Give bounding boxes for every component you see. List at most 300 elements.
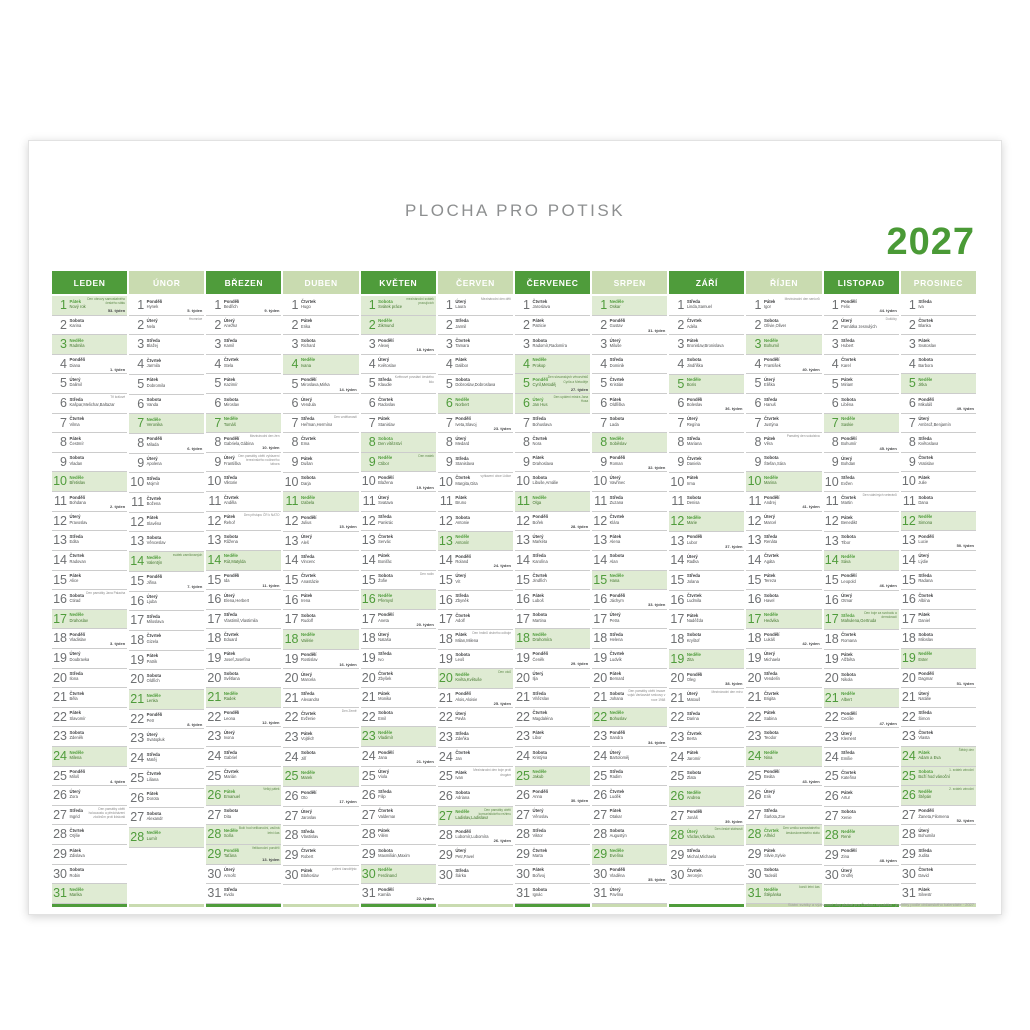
day-cell — [438, 866, 513, 886]
day-number: 1 — [908, 298, 916, 312]
name-day: Libuše,Amálie — [532, 480, 559, 486]
day-text — [761, 747, 778, 766]
day-text — [298, 610, 315, 629]
name-day: Lýdie — [918, 558, 929, 564]
day-cell — [129, 532, 204, 552]
day-cell — [52, 747, 127, 767]
weekday-name: Neděle — [455, 671, 470, 677]
day-cell — [824, 866, 899, 886]
day-number: 28 — [516, 827, 530, 842]
day-cell — [901, 355, 976, 375]
name-day: Regína — [686, 421, 701, 427]
day-cell — [206, 551, 281, 571]
weekday-name: Sobota — [378, 435, 393, 441]
week-number-label: 41. týden — [802, 504, 820, 510]
day-cell — [438, 453, 513, 473]
weekday-name: Čtvrtek — [300, 710, 316, 716]
name-day: Judita — [918, 852, 930, 858]
weekday-name: Neděle — [378, 592, 393, 598]
name-day: Pankrác — [378, 519, 394, 525]
day-cell — [515, 414, 590, 434]
day-cell — [283, 689, 358, 709]
day-cell — [901, 374, 976, 394]
print-area-title: PLOCHA PRO POTISK — [404, 201, 626, 220]
weekday-name: Pondělí — [532, 651, 549, 657]
day-text — [144, 454, 162, 473]
day-number: 6 — [754, 396, 762, 411]
name-day: Svatava — [378, 499, 393, 505]
name-day: Daniel — [918, 617, 930, 623]
weekday-name: Středa — [918, 435, 932, 441]
day-text — [839, 375, 854, 394]
significant-day-note: Mezinárodní den míru — [711, 689, 743, 694]
name-day: Oto — [300, 794, 308, 800]
weekday-name: Středa — [609, 494, 624, 500]
day-text — [376, 610, 394, 629]
day-text — [607, 355, 624, 374]
day-cell — [824, 689, 899, 709]
day-number: 13 — [901, 533, 916, 548]
name-day: Mojmír — [146, 481, 160, 487]
day-text — [144, 493, 161, 512]
weekday-name: Úterý — [69, 514, 81, 520]
day-cell — [515, 394, 590, 414]
name-day: Ida — [223, 578, 230, 584]
day-cell — [515, 296, 590, 316]
day-number: 18 — [670, 631, 685, 646]
day-number: 14 — [207, 552, 222, 567]
name-day: Ilja — [532, 676, 538, 682]
day-cell — [129, 769, 204, 789]
empty-cell — [669, 885, 744, 904]
weekday-name: Pondělí — [918, 671, 934, 677]
weekday-name: Čtvrtek — [223, 631, 239, 637]
name-day: Otakar — [609, 813, 622, 819]
day-text — [530, 453, 553, 472]
day-number: 2 — [60, 317, 67, 332]
weekday-name: Sobota — [918, 494, 933, 500]
day-text — [684, 296, 712, 315]
weekday-name: Pátek — [609, 671, 622, 677]
day-number: 10 — [747, 474, 762, 489]
weekday-name: Sobota — [686, 632, 702, 638]
name-day: Nora — [532, 441, 542, 447]
weekday-name: Středa — [532, 690, 546, 696]
day-number: 8 — [137, 435, 145, 450]
day-text — [916, 884, 932, 903]
day-cell — [901, 492, 976, 512]
name-day: Žofie — [378, 578, 388, 584]
weekday-name: Středa — [146, 475, 161, 481]
name-day: Vladěna — [609, 872, 625, 878]
day-text — [453, 512, 470, 531]
weekday-name: Středa — [841, 612, 855, 618]
week-number-label: 52. týden — [956, 817, 974, 823]
weekday-name: Sobota — [69, 592, 85, 598]
day-cell — [746, 708, 821, 728]
day-text — [298, 512, 316, 531]
day-cell — [901, 335, 976, 355]
name-day: Karina — [69, 323, 82, 329]
day-text — [144, 808, 163, 827]
name-day: Vladan — [69, 460, 83, 466]
name-day: Mikuláš — [918, 401, 933, 407]
day-cell — [438, 728, 513, 748]
weekday-name: Neděle — [69, 612, 84, 618]
weekday-name: Pátek — [532, 455, 544, 461]
day-number: 19 — [284, 651, 299, 666]
day-number: 18 — [438, 631, 453, 646]
day-text — [607, 492, 623, 511]
name-day: Květoslav — [378, 362, 396, 368]
day-number: 15 — [438, 572, 453, 587]
day-number: 8 — [677, 435, 685, 450]
day-number: 12 — [361, 513, 376, 528]
day-text — [607, 884, 623, 903]
weekday-name: Pátek — [146, 653, 159, 659]
day-number: 30 — [361, 866, 376, 881]
day-number: 13 — [593, 533, 608, 548]
day-number: 29 — [438, 847, 453, 862]
day-text — [376, 845, 410, 864]
name-day: Štěpánka — [763, 892, 782, 898]
day-cell — [283, 728, 358, 748]
day-text — [684, 512, 701, 531]
name-day: Vít — [455, 578, 461, 584]
weekday-name: Pátek — [686, 337, 699, 343]
day-number: 21 — [207, 690, 222, 705]
weekday-name: Pátek — [455, 494, 467, 500]
day-number: 7 — [523, 415, 530, 430]
day-text — [684, 767, 701, 786]
day-text — [144, 749, 160, 768]
day-text — [67, 669, 83, 688]
day-text — [916, 414, 951, 433]
day-cell — [206, 355, 281, 375]
day-cell — [438, 551, 513, 571]
day-number: 27 — [207, 807, 222, 822]
day-number: 17 — [516, 611, 530, 626]
day-cell — [283, 767, 358, 787]
name-day: Kryštof — [686, 637, 700, 643]
weekday-name: Čtvrtek — [146, 771, 162, 777]
day-number: 3 — [677, 337, 685, 352]
name-day: Kristýna — [532, 754, 548, 760]
name-day: Gustav — [609, 323, 623, 329]
weekday-name: Pondělí — [841, 435, 857, 441]
day-number: 12 — [670, 514, 685, 529]
name-day: Viola — [378, 774, 388, 780]
weekday-name: Úterý — [378, 769, 390, 775]
day-text — [144, 651, 158, 670]
day-text — [453, 728, 469, 747]
day-number: 4 — [60, 356, 67, 371]
day-cell — [361, 590, 436, 610]
day-text — [684, 414, 700, 433]
day-cell — [361, 747, 436, 767]
name-day: Hedvika — [763, 617, 779, 623]
day-text — [453, 316, 469, 335]
day-number: 27 — [670, 808, 685, 823]
day-cell — [746, 296, 821, 316]
day-text — [144, 611, 164, 630]
month-header: ČERVENEC — [515, 271, 590, 294]
name-day: Matouš — [686, 696, 701, 702]
name-day: Kateřina — [841, 775, 857, 781]
name-day: Milada — [146, 441, 159, 447]
day-cell — [129, 631, 204, 651]
day-number: 30 — [670, 867, 685, 882]
day-text — [839, 355, 856, 374]
weekday-name: Pátek — [918, 337, 930, 343]
month-column-6 — [438, 271, 513, 907]
day-number: 20 — [361, 670, 376, 685]
significant-day-note: Den hrdinů druhého odboje — [472, 630, 511, 635]
day-number: 22 — [130, 711, 145, 726]
day-text — [376, 865, 397, 884]
weekday-name: Čtvrtek — [146, 357, 162, 363]
day-number: 21 — [593, 690, 608, 705]
month-column-10 — [746, 271, 821, 907]
day-number: 23 — [53, 729, 67, 744]
name-day: Zbyšek — [378, 676, 392, 682]
day-cell — [669, 787, 744, 807]
day-text — [761, 590, 778, 609]
day-text — [684, 591, 701, 610]
name-day: Darina — [686, 716, 699, 722]
weekday-name: Čtvrtek — [69, 690, 85, 696]
name-day: Gizela — [146, 638, 159, 644]
day-cell — [669, 767, 744, 787]
day-number: 8 — [831, 435, 839, 450]
day-cell — [52, 571, 127, 591]
weekday-name: Sobota — [918, 769, 933, 775]
day-text — [684, 866, 702, 885]
day-text — [607, 551, 624, 570]
day-text — [453, 394, 470, 413]
weekday-name: Úterý — [300, 396, 312, 402]
day-number: 11 — [285, 494, 299, 509]
weekday-name: Čtvrtek — [146, 633, 162, 639]
name-day: Světlana — [223, 676, 240, 682]
month-column-9 — [669, 271, 744, 907]
day-cell — [361, 316, 436, 336]
day-text — [607, 296, 624, 315]
day-number: 6 — [291, 396, 299, 411]
day-cell — [824, 728, 899, 748]
weekday-name: Pátek — [918, 612, 930, 618]
weekday-name: Úterý — [223, 455, 235, 461]
day-number: 1 — [291, 298, 299, 312]
weekday-name: Pondělí — [763, 357, 780, 363]
day-cell — [515, 825, 590, 845]
weekday-name: Pondělí — [918, 808, 934, 814]
name-day: Lucie — [918, 539, 929, 545]
day-text — [67, 571, 81, 590]
day-cell — [206, 767, 281, 787]
week-number-label: 6. týden — [187, 446, 203, 452]
name-day: Alexandra — [300, 696, 320, 702]
day-number: 18 — [824, 631, 839, 646]
day-cell — [901, 708, 976, 728]
day-number: 1 — [137, 298, 145, 312]
day-number: 27 — [284, 808, 299, 823]
day-text — [761, 571, 776, 590]
weekday-name: Čtvrtek — [918, 318, 934, 324]
name-day: Jitka — [918, 382, 927, 388]
day-cell — [206, 512, 281, 532]
day-number: 4 — [831, 356, 839, 371]
significant-day-note: Den památky obětí vyhlazení terezínského rodinného tábora — [238, 453, 280, 467]
day-cell — [592, 453, 667, 473]
name-day: Miloslav — [918, 637, 934, 643]
name-day: Alexej — [378, 343, 390, 349]
significant-day-note: 1. svátek vánoční — [949, 767, 974, 772]
name-day: Evženie — [300, 716, 316, 722]
name-day: Rudolf — [300, 618, 313, 624]
name-day: Kvido — [223, 892, 235, 898]
name-day: Bohuslava — [532, 421, 552, 427]
weekday-name: Čtvrtek — [763, 827, 779, 833]
day-text — [67, 747, 84, 766]
empty-cell — [438, 885, 513, 904]
week-number-label: 31. týden — [647, 327, 666, 333]
name-day: Gabriela,Gábina — [223, 441, 254, 447]
day-number: 12 — [824, 514, 839, 529]
weekday-name: Pondělí — [223, 435, 240, 441]
day-text — [67, 472, 85, 491]
day-cell — [361, 551, 436, 571]
day-number: 4 — [600, 356, 608, 371]
day-number: 24 — [824, 749, 839, 764]
day-text — [839, 846, 857, 865]
week-number-label: 38. týden — [725, 681, 743, 687]
day-number: 26 — [747, 788, 762, 803]
name-day: Patricie — [532, 323, 547, 329]
day-cell — [515, 355, 590, 375]
day-text — [67, 708, 86, 727]
weekday-name: Pátek — [532, 729, 544, 735]
week-number-label: 27. týden — [570, 386, 589, 392]
weekday-name: Středa — [609, 631, 624, 637]
day-text — [144, 631, 161, 650]
weekday-name: Úterý — [918, 416, 930, 422]
name-day: Dagmar — [918, 676, 933, 682]
day-text — [839, 492, 856, 511]
day-number: 23 — [747, 729, 762, 744]
day-cell — [669, 375, 744, 395]
day-number: 29 — [207, 847, 222, 862]
weekday-name: Pátek — [609, 533, 622, 539]
weekday-name: Sobota — [763, 867, 779, 873]
day-text — [221, 492, 238, 511]
week-number-label: 24. týden — [493, 563, 511, 569]
day-cell — [901, 296, 976, 316]
weekday-name: Pondělí — [841, 710, 857, 716]
day-cell — [746, 865, 821, 885]
day-cell — [129, 749, 204, 769]
weekday-name: Čtvrtek — [609, 651, 625, 657]
day-number: 26 — [593, 788, 608, 803]
name-day: Mariana — [686, 441, 702, 447]
day-text — [144, 828, 161, 847]
day-text — [453, 866, 469, 885]
day-cell — [592, 610, 667, 630]
week-number-label: 13. týden — [262, 857, 280, 863]
weekday-name: Středa — [763, 533, 778, 539]
weekday-name: Úterý — [841, 868, 853, 874]
day-cell — [206, 610, 281, 630]
day-cell — [361, 355, 436, 375]
day-number: 1 — [60, 298, 67, 312]
day-cell — [438, 630, 513, 650]
day-cell — [515, 884, 590, 904]
name-day: Žaneta,Filomena — [918, 813, 950, 819]
weekday-name: Pátek — [378, 416, 390, 422]
name-day: Tadeáš — [763, 872, 778, 878]
day-text — [916, 374, 933, 393]
day-number: 14 — [824, 553, 839, 568]
day-text — [67, 590, 84, 609]
weekday-name: Neděle — [918, 514, 933, 520]
day-cell — [438, 375, 513, 395]
weekday-name: Čtvrtek — [223, 494, 239, 500]
day-cell — [901, 806, 976, 826]
day-text — [839, 787, 853, 806]
name-day: Darja — [300, 480, 311, 486]
day-cell — [515, 629, 590, 649]
day-cell — [361, 296, 436, 316]
day-cell — [52, 865, 127, 885]
day-number: 4 — [754, 356, 762, 371]
weekday-name: Pondělí — [223, 710, 240, 716]
day-text — [916, 669, 934, 688]
day-cell — [129, 434, 204, 454]
name-day: Svatopluk — [146, 737, 165, 743]
name-day: Slavěna — [146, 520, 162, 526]
day-text — [144, 729, 164, 748]
day-number: 13 — [207, 533, 222, 548]
weekday-name: Čtvrtek — [69, 416, 85, 422]
weekday-name: Pátek — [918, 749, 930, 755]
day-text — [67, 610, 88, 629]
day-text — [916, 492, 933, 511]
name-day: Památka zesnulých — [841, 323, 877, 329]
weekday-name: Pondělí — [686, 671, 703, 677]
weekday-name: Neděle — [763, 474, 779, 480]
day-number: 26 — [361, 788, 376, 803]
day-cell — [206, 629, 281, 649]
day-cell — [592, 786, 667, 806]
day-text — [298, 394, 315, 413]
weekday-name: Neděle — [300, 632, 316, 638]
day-cell — [901, 669, 976, 689]
weekday-name: Pátek — [763, 573, 776, 579]
day-text — [684, 846, 716, 865]
name-day: Eduard — [223, 637, 238, 643]
weekday-name: Pátek — [300, 730, 313, 736]
day-cell — [669, 316, 744, 336]
name-day: Renáta — [763, 539, 778, 545]
day-cell — [824, 650, 899, 670]
day-number: 11 — [517, 494, 530, 509]
weekday-name: Neděle — [686, 514, 701, 520]
name-day: Leona — [223, 715, 236, 721]
day-cell — [746, 884, 821, 904]
day-cell — [592, 551, 667, 571]
day-text — [916, 335, 936, 354]
name-day: Jindřich — [532, 578, 547, 584]
